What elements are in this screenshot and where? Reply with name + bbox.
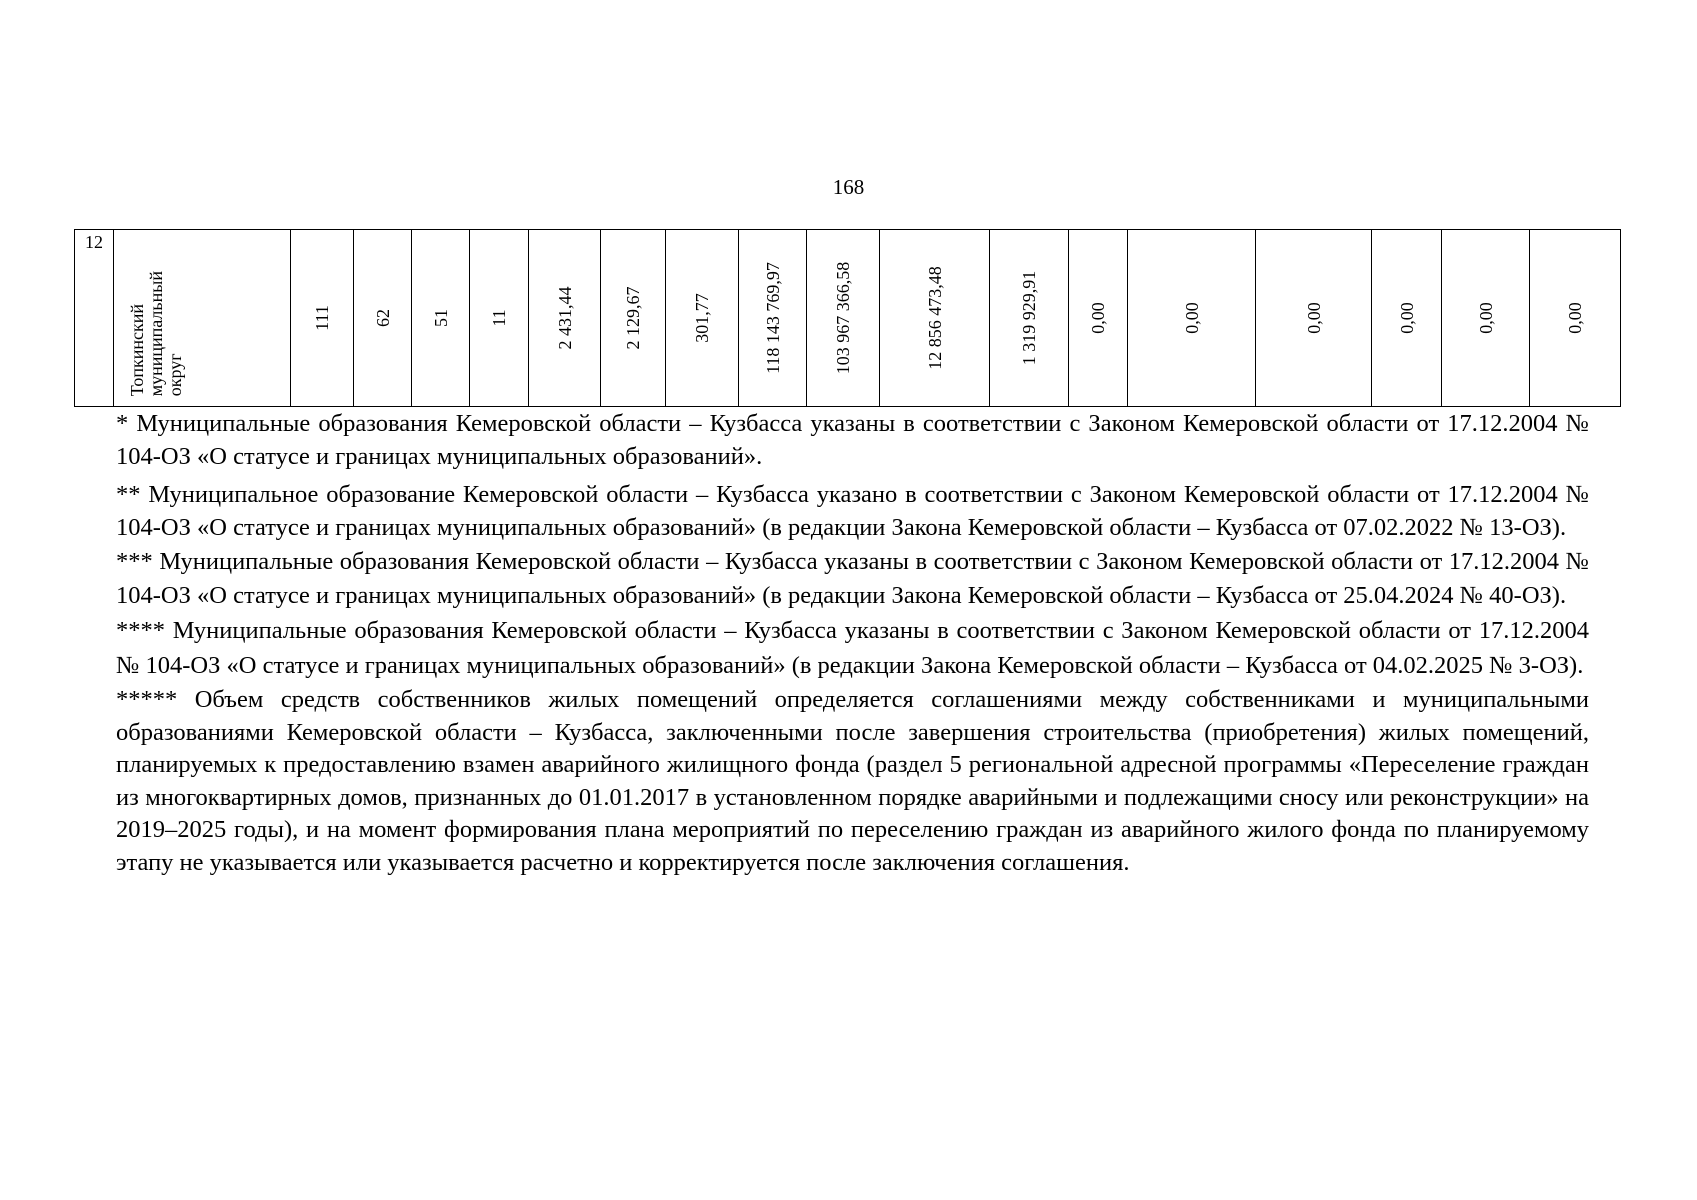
municipality-name — [128, 271, 185, 396]
table-cell — [807, 230, 880, 407]
table-cell — [529, 230, 601, 407]
footnote: *** Муниципальные образования Кемеровской области – Кузбасса указаны в соответствии с Законом Кемеровской области от 17.12.2004 № 104-ОЗ «О статусе и границах муниципальных образований» (в редакции Закона Кемеровской области – Кузбасса от 25.04.2024 № 40-ОЗ). — [116, 548, 1589, 609]
footnote: ***** Объем средств собственников жилых помещений определяется соглашениями между собственниками и муниципальными образованиями Кемеровской области – Кузбасса, заключенными после завершения строительства (приобретения) жилых помещений, планируемых к предоставлению взамен аварийного жилищного фонда (раздел 5 региональной адресной программы «Переселение граждан из многоквартирных домов, признанных до 01.01.2017 в установленном порядке аварийными и подлежащими сносу или реконструкции» на 2019–2025 годы), и на момент формирования плана мероприятий по переселению граждан из аварийного жилого фонда по планируемому этапу не указывается или указывается расчетно и корректируется после заключения соглашения. — [116, 686, 1589, 876]
table-cell — [880, 230, 990, 407]
cell-value: 11 — [489, 309, 509, 327]
municipality-name-line: муниципальный — [146, 270, 166, 396]
table-cell — [1442, 230, 1530, 407]
cell-value: 0,00 — [1181, 302, 1202, 334]
footnote: ** Муниципальное образование Кемеровской области – Кузбасса указано в соответствии с Законом Кемеровской области от 17.12.2004 № 104-ОЗ «О статусе и границах муниципальных образований» (в редакции Закона Кемеровской области – Кузбасса от 07.02.2022 № 13-ОЗ). — [116, 481, 1589, 541]
table-cell — [1256, 230, 1372, 407]
row-index-cell — [75, 230, 114, 407]
cell-value: 0,00 — [1475, 302, 1496, 334]
footnotes — [116, 407, 1589, 879]
cell-value: 0,00 — [1303, 302, 1324, 334]
cell-value: 0,00 — [1088, 302, 1108, 334]
cell-value: 103 967 366,58 — [833, 261, 853, 375]
table-cell — [354, 230, 412, 407]
footnote: * Муниципальные образования Кемеровской области – Кузбасса указаны в соответствии с Законом Кемеровской области от 17.12.2004 № 104-ОЗ «О статусе и границах муниципальных образований». — [116, 410, 1589, 470]
data-table — [74, 229, 1621, 407]
cell-value: 51 — [430, 309, 451, 327]
table-cell — [1372, 230, 1442, 407]
table-cell — [1530, 230, 1621, 407]
table-cell — [990, 230, 1069, 407]
cell-value: 0,00 — [1396, 302, 1417, 334]
row-index: 12 — [85, 232, 103, 252]
cell-value: 0,00 — [1565, 302, 1585, 334]
cell-value: 118 143 769,97 — [762, 262, 783, 374]
table-cell — [1069, 230, 1128, 407]
cell-value: 2 431,44 — [554, 286, 575, 350]
page-number: 168 — [832, 175, 865, 199]
table-cell — [739, 230, 807, 407]
table-cell — [291, 230, 354, 407]
cell-value: 111 — [312, 305, 332, 331]
cell-value: 301,77 — [692, 293, 712, 343]
table-cell — [470, 230, 529, 407]
municipality-name-line: Топкинский — [127, 303, 147, 396]
table-cell — [412, 230, 470, 407]
table-cell — [1128, 230, 1256, 407]
table-row — [75, 230, 1621, 407]
table-cell — [666, 230, 739, 407]
cell-value: 2 129,67 — [623, 286, 643, 350]
table-cell — [601, 230, 666, 407]
cell-value: 12 856 473,48 — [924, 266, 945, 370]
municipality-name-line: округ — [165, 353, 185, 396]
footnote: **** Муниципальные образования Кемеровской области – Кузбасса указаны в соответствии с Законом Кемеровской области от 17.12.2004 № 104-ОЗ «О статусе и границах муниципальных образований» (в редакции Закона Кемеровской области – Кузбасса от 04.02.2025 № 3-ОЗ). — [116, 617, 1589, 679]
cell-value: 1 319 929,91 — [1019, 270, 1039, 366]
cell-value: 62 — [372, 309, 393, 327]
municipality-name-cell — [114, 230, 291, 407]
